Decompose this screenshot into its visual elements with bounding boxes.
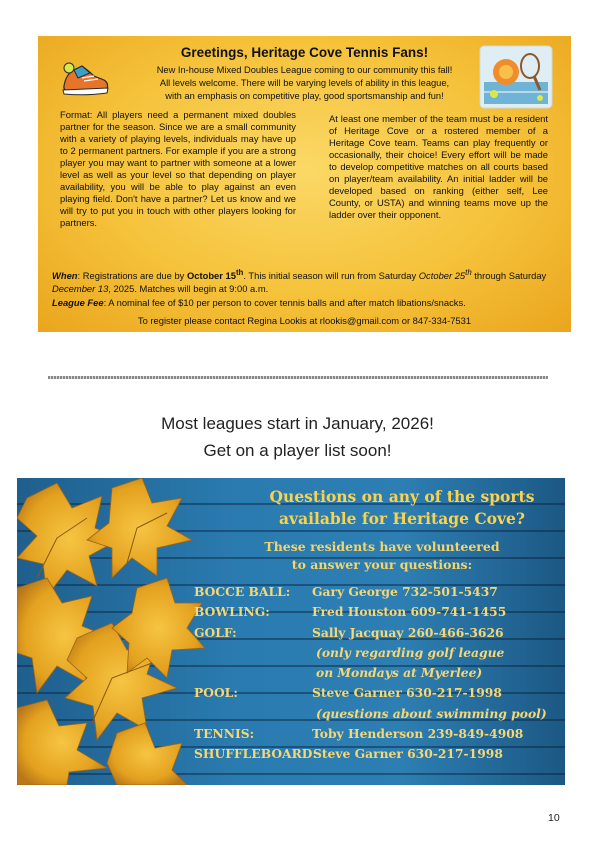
flyer-intro [133,64,476,103]
rules-paragraph: At least one member of the team must be a resident of Heritage Cove or a rostered member of a Heritage Cove team. Teams can play frequently or occasionally, their choice! Every effort will be made to develop competitive matches on all courts based on player/team availability. An initial ladder will be developed based on ranking (either self, Lee County, or USTA) and winning teams move up the ladder over their opponent. [329,113,548,220]
when-text: : Registrations are due by [77,270,187,282]
due-date-suffix: th [235,268,244,277]
sport-name: GOLF: [194,624,237,640]
sport-contact: Sally Jacquay 260-466-3626 [312,624,504,640]
sport-row [194,744,564,764]
sport-contact: Fred Houston 609-741-1455 [312,604,507,620]
sport-note: on Mondays at Myerlee) [316,665,483,681]
panel-title-line: Questions on any of the sports [269,487,535,506]
register-contact: To register please contact Regina Lookis at rlookis@gmail.com or 847-334-7531 [137,315,472,326]
intro-line: All levels welcome. There will be varying levels of ability in this league, [159,78,450,88]
when-label: When [52,270,78,282]
dotted-divider [48,376,548,379]
start-date: October 25 [418,270,466,282]
sport-contact: Toby Henderson 239-849-4908 [312,726,524,742]
sport-note-row [194,704,564,724]
due-date: October 15 [186,270,236,282]
panel-subtitle-line: to answer your questions: [291,557,473,572]
when-text: , 2025. Matches will begin at 9:00 a.m. [108,282,269,294]
panel-title-line: available for Heritage Cove? [279,509,525,528]
when-text: . This initial season will run from Saturday [243,270,419,282]
sport-row [194,683,564,703]
sport-name: SHUFFLEBOARD: [194,746,317,762]
sport-name: POOL: [194,685,238,701]
sport-note-row [194,663,564,683]
sport-name: BOCCE BALL: [194,584,291,599]
sport-row [194,623,564,643]
fee-label: League Fee [52,297,104,308]
sport-name: TENNIS: [194,726,255,742]
intro-line: New In-house Mixed Doubles League coming to our community this fall! [156,65,453,75]
panel-subtitle [232,538,532,574]
sneaker-icon [60,56,110,100]
notice-line: Most leagues start in January, 2026! [161,414,434,433]
tennis-flyer [38,36,571,332]
start-date-suffix: th [465,268,472,277]
sport-row [194,724,564,744]
sport-name: BOWLING: [194,604,270,620]
notice-line: Get on a player list soon! [203,441,392,460]
sport-row [194,582,564,602]
when-text: through Saturday [471,270,547,282]
sport-note: (questions about swimming pool) [316,705,547,721]
fee-paragraph [52,297,557,309]
autumn-leaves-image [17,478,207,785]
sport-contact: Gary George 732-501-5437 [312,584,498,599]
sport-row [194,602,564,622]
fee-text: : A nominal fee of $10 per person to cover tennis balls and after match libations/snacks. [103,297,466,308]
format-paragraph: Format: All players need a permanent mixed doubles partner for the season. Since we are a small community with a variety of playing levels, individuals may have up to 2 permanent partners. For example if you are a strong player you may want to partner with someone at a lower level as well as your level so that depending on player availability, you will be able to play against an even playing field. Don't have a partner? Let us know and we will try to put you in touch with other players looking for partners. [60,109,296,228]
sports-contacts-panel [17,478,565,785]
sport-note-row [194,643,564,663]
sports-contact-list [194,582,564,765]
sport-note: (only regarding golf league [316,644,505,660]
sport-contact: Steve Garner 630-217-1998 [312,685,502,701]
league-notice [0,410,595,464]
page-number: 10 [548,812,560,824]
intro-line: with an emphasis on competitive play, good sportsmanship and fun! [165,91,444,101]
panel-title [237,486,565,530]
sport-contact: Steve Garner 630-217-1998 [313,746,503,762]
end-date: December 13 [52,282,109,294]
panel-subtitle-line: These residents have volunteered [264,539,500,554]
flyer-title: Greetings, Heritage Cove Tennis Fans! [180,45,429,60]
when-paragraph [52,267,557,295]
